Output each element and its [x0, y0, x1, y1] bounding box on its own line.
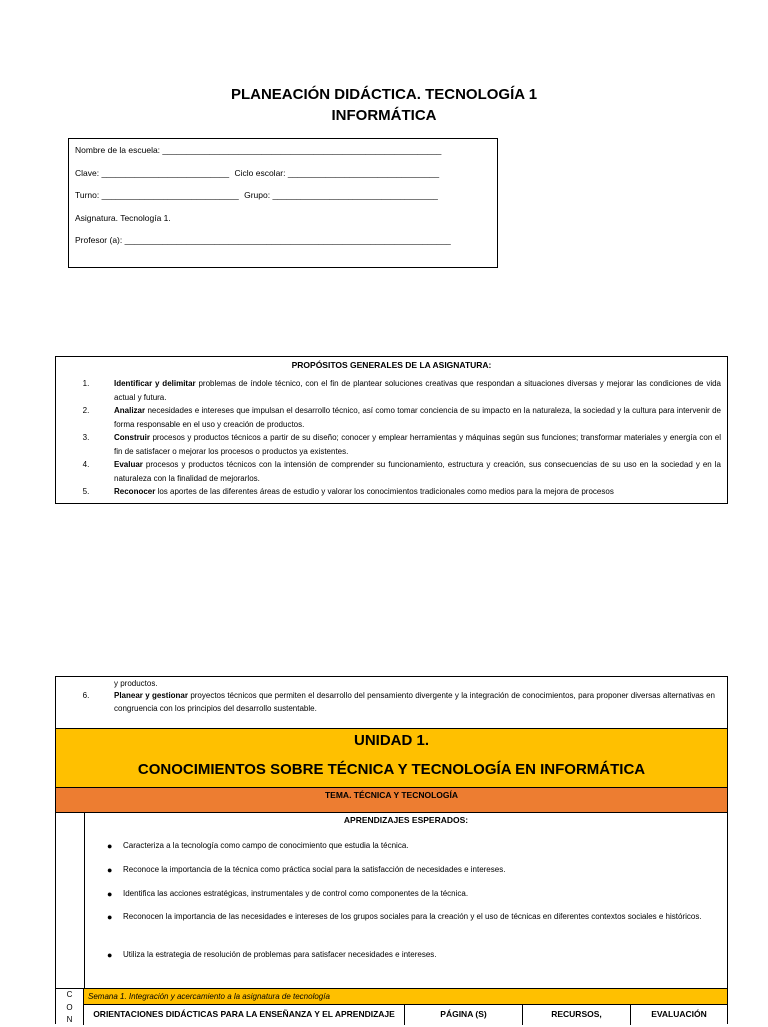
bullet-icon: ● — [107, 950, 113, 960]
learning-item — [107, 947, 717, 963]
purpose-description: procesos y productos técnicos con la intensión de comprender su funcionamiento, estructura y creación, sus consecuencias de su uso en la sociedad y en la naturaleza con la finalidad de mejorarlos. — [114, 460, 721, 483]
purpose-item — [56, 404, 727, 431]
purpose-description: proyectos técnicos que permiten el desarrollo del pensamiento divergente y la integración de conocimientos, para proponer diversas alternativas en congruencia con los principios del desarrollo sustentable. — [114, 691, 715, 713]
turno-field: Turno: _____________________________ — [75, 190, 239, 200]
purpose-item — [56, 485, 727, 498]
learning-text: Caracteriza a la tecnología como campo de conocimiento que estudia la técnica. — [123, 841, 409, 850]
vertical-label — [56, 988, 84, 1025]
purpose-item — [56, 458, 727, 485]
purpose-text — [114, 689, 715, 715]
purpose-text — [114, 377, 721, 404]
purpose-keyword: Planear y gestionar — [114, 691, 188, 700]
unit-band — [56, 728, 727, 788]
clave-ciclo-row — [75, 165, 491, 188]
learning-outcomes — [84, 813, 727, 988]
document-title: PLANEACIÓN DIDÁCTICA. TECNOLOGÍA 1 — [230, 86, 538, 103]
bullet-icon: ● — [107, 865, 113, 875]
header-pagina: PÁGINA (S) — [405, 1005, 523, 1025]
purpose-keyword: Evaluar — [114, 460, 143, 469]
purpose-keyword: Analizar — [114, 406, 146, 415]
school-name-field: Nombre de la escuela: ___________________________________________________________ — [75, 145, 442, 155]
turno-grupo-row — [75, 187, 491, 210]
table-header-row — [84, 1005, 727, 1025]
asignatura-field: Asignatura. Tecnología 1. — [75, 212, 171, 223]
learning-item — [107, 886, 717, 902]
header-orientaciones: ORIENTACIONES DIDÁCTICAS PARA LA ENSEÑANZA Y EL APRENDIZAJE — [84, 1005, 405, 1025]
document-subtitle: INFORMÁTICA — [331, 107, 437, 124]
grupo-field: Grupo: ___________________________________ — [244, 190, 438, 200]
learning-text: Utiliza la estrategia de resolución de problemas para satisfacer necesidades e intereses. — [123, 950, 437, 959]
bullet-icon: ● — [107, 889, 113, 899]
clave-field: Clave: ___________________________ — [75, 167, 230, 178]
purposes-continuation — [56, 677, 727, 715]
purpose-item — [56, 377, 727, 404]
learning-item — [107, 862, 717, 878]
purpose-item — [56, 431, 727, 458]
semana-row: Semana 1. Integración y acercamiento a la asignatura de tecnología — [84, 988, 727, 1005]
purpose-text — [114, 431, 721, 458]
bullet-icon: ● — [107, 912, 113, 922]
unit-label: UNIDAD 1. — [353, 732, 429, 749]
learning-text: Reconoce la importancia de la técnica como práctica social para la satisfacción de necesidades e intereses. — [123, 865, 506, 874]
purpose-number: 2. — [82, 406, 90, 415]
purpose-number: 3. — [82, 433, 90, 442]
vertical-letter: C — [66, 990, 73, 999]
header-evaluacion: EVALUACIÓN — [631, 1005, 727, 1025]
learning-heading: APRENDIZAJES ESPERADOS: — [343, 815, 469, 825]
purposes-heading: PROPÓSITOS GENERALES DE LA ASIGNATURA: — [291, 360, 492, 370]
purpose-text — [114, 458, 721, 485]
purpose-item — [56, 689, 721, 715]
ciclo-field: Ciclo escolar: ________________________________ — [234, 167, 440, 178]
purpose-description: problemas de índole técnico, con el fin de plantear soluciones creativas que respondan a situaciones diversas y mejorar las condiciones de vida actual y futura. — [114, 379, 722, 402]
vertical-letter: O — [66, 1002, 73, 1012]
learning-text: Reconocen la importancia de las necesidades e intereses de los grupos sociales para la creación y el uso de técnicas en diferentes contextos sociales e históricos. — [123, 912, 702, 921]
purpose-description: procesos y productos técnicos a partir de su diseño; conocer y emplear herramientas y máquinas según sus funciones; transformar materiales y energía con el fin de satisfacer o mejorar los procesos o productos ya existentes. — [114, 433, 721, 456]
purpose-5-continuation: y productos. — [114, 679, 158, 688]
tema-band: TEMA. TÉCNICA Y TECNOLOGÍA — [56, 788, 727, 813]
purpose-description: necesidades e intereses que impulsan el desarrollo técnico, así como tomar conciencia de su impacto en la naturaleza, la sociedad y la cultura para intervenir de forma responsable en el uso y creación de productos. — [114, 406, 721, 429]
unit-table — [55, 676, 728, 1024]
profesor-field: Profesor (a): _____________________________________________________________________ — [75, 235, 451, 245]
purpose-keyword: Identificar y delimitar — [114, 379, 196, 388]
header-recursos: RECURSOS, — [523, 1005, 631, 1025]
bullet-icon: ● — [107, 841, 113, 851]
purpose-description: los aportes de las diferentes áreas de estudio y valorar los conocimientos tradicionales como medios para la mejora de procesos — [155, 487, 614, 496]
purpose-text — [114, 485, 721, 498]
purpose-number: 4. — [82, 460, 90, 469]
learning-text: Identifica las acciones estratégicas, instrumentales y de control como componentes de la técnica. — [123, 889, 469, 898]
vertical-letter: N — [66, 1015, 73, 1024]
purpose-number: 1. — [82, 379, 90, 388]
school-info-box — [68, 138, 498, 268]
purpose-keyword: Reconocer — [114, 487, 156, 496]
purposes-table — [55, 356, 728, 504]
unit-title: CONOCIMIENTOS SOBRE TÉCNICA Y TECNOLOGÍA EN INFORMÁTICA — [137, 761, 646, 778]
purpose-keyword: Construir — [114, 433, 150, 442]
purpose-number: 6. — [82, 691, 90, 700]
purpose-text — [114, 404, 721, 431]
learning-item — [107, 838, 717, 854]
learning-item — [107, 909, 717, 925]
purpose-number: 5. — [82, 487, 90, 496]
